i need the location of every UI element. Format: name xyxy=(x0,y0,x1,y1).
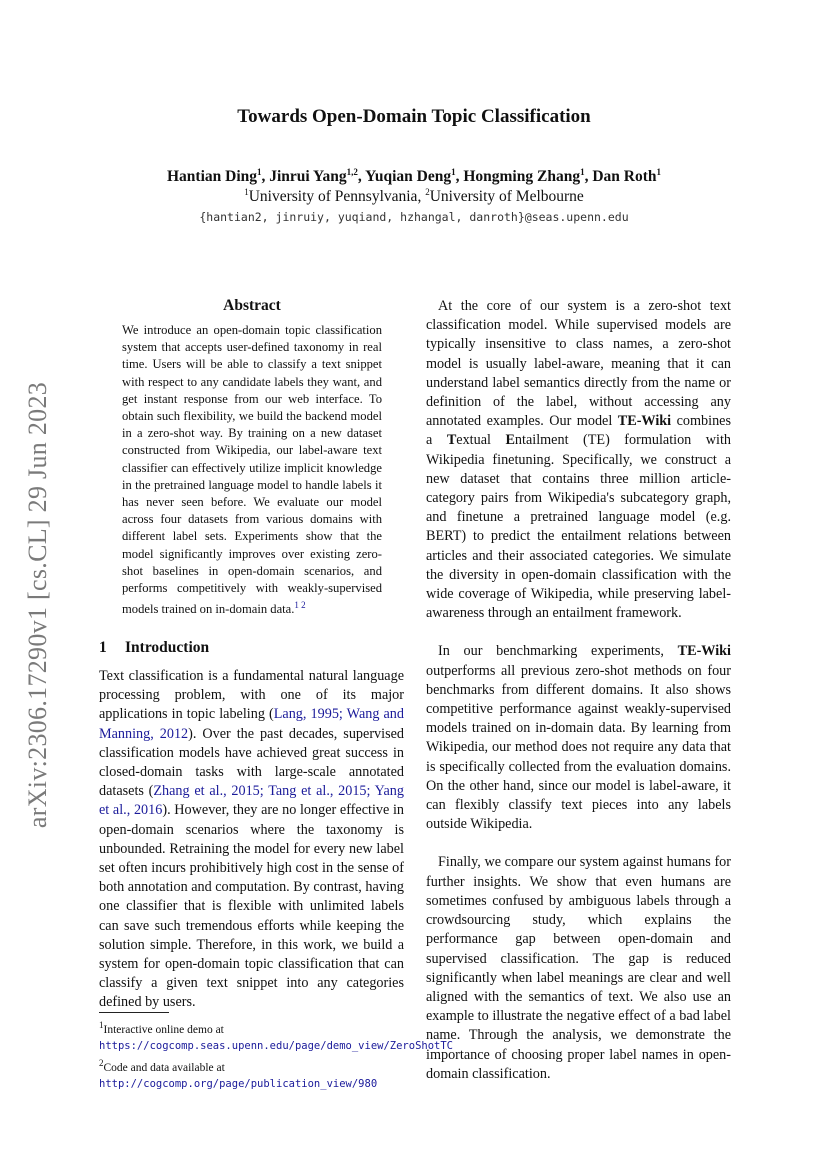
paragraph: In our benchmarking experiments, TE-Wiki outperforms all previous zero-shot methods on four benchmarks from different domains. It also shows competitive performance against weakly-supervised models trained on in-domain data. By learning from Wikipedia, our method does not require any data that is specifically collected from the evaluation domains. On the other hand, since our model is label-aware, it can flexibly classify text pieces into any labels outside Wikipedia. xyxy=(426,643,731,833)
right-column-body xyxy=(426,297,731,1103)
footnote: $^2$Code and data available at http://cogcomp.org/page/publication_view/980 xyxy=(99,1057,378,1090)
demo-url-link[interactable]: https://cogcomp.seas.upenn.edu/page/demo_view/ZeroShotTC xyxy=(99,1039,454,1052)
author: Yuqian Deng$^1$, xyxy=(365,167,464,186)
section-heading-introduction: 1 Introduction xyxy=(99,639,210,656)
introduction-body: Text classification is a fundamental natural language processing problem, with one of its major applications in topic labeling (Lang, 1995; Wang and Manning, 2012). Over the past decades, supervised classification models have achieved great success in closed-domain tasks with large-scale annotated datasets (Zhang et al., 2015; Tang et al., 2015; Yang et al., 2016). However, they are no longer effective in open-domain scenarios where the taxonomy is unbounded. Retraining the model for every new label set often incurs prohibitively high cost in the sense of both annotation and computation. By contrast, having one classifier that is flexible with unlimited labels can save such tremendous efforts while keeping the solution simple. Therefore, in this work, we build a system for open-domain topic classification that can classify a given text snippet into any categories defined by users. xyxy=(99,668,404,1011)
footnotes xyxy=(99,1017,454,1093)
arxiv-id: arXiv:2306.17290v1 [cs.CL] 29 Jun 2023 xyxy=(23,381,52,829)
code-url-link[interactable]: http://cogcomp.org/page/publication_view/980 xyxy=(99,1077,378,1090)
author-list xyxy=(0,167,828,186)
author: Dan Roth$^1$ xyxy=(592,167,661,186)
paragraph: At the core of our system is a zero-shot text classification model. While supervised models are typically insensitive to class names, a zero-shot model is usually label-aware, meaning that it can understand label semantics directly from the name or definition of the label, without accessing any annotated examples. Our model TE-Wiki combines a Textual Entailment (TE) formulation with Wikipedia finetuning. Specifically, we construct a new dataset that contains three million article-category pairs from Wikipedia's subcategory graph, and finetune a pretrained language model (e.g. BERT) to predict the entailment relations between articles and their associated categories. We simulate the diversity in open-domain classification with the wide coverage of Wikipedia, while preserving label-awareness through an entailment framework. xyxy=(426,298,731,622)
footnote: $^1$Interactive online demo at https://cogcomp.seas.upenn.edu/page/demo_view/ZeroShotTC xyxy=(99,1020,454,1052)
author-emails: {hantian2, jinruiy, yuqiand, hzhangal, danroth}@seas.upenn.edu xyxy=(199,210,629,224)
author: Hantian Ding$^1$, xyxy=(166,167,270,186)
author: Jinrui Yang$^{1,2}$, xyxy=(269,167,366,186)
citation-link[interactable]: Lang, 1995; Wang and Manning, 2012 xyxy=(99,706,404,742)
author: Hongming Zhang$^1$, xyxy=(463,167,593,186)
affiliations: $^1$University of Pennsylvania, $^2$University of Melbourne xyxy=(244,187,584,206)
citation-link[interactable]: Zhang et al., 2015; Tang et al., 2015; Yang et al., 2016 xyxy=(99,783,404,819)
paper-title: Towards Open-Domain Topic Classification xyxy=(237,106,591,127)
arxiv-sidebar-stamp xyxy=(14,360,62,850)
footnote-marks[interactable]: 1 2 xyxy=(294,600,306,611)
abstract-heading: Abstract xyxy=(223,297,281,314)
footnote-divider xyxy=(99,1012,169,1013)
abstract-body: We introduce an open-domain topic classification system that accepts user-defined taxonomy in real time. Users will be able to classify a text snippet with respect to any candidate labels they want, and get instant response from our web interface. To obtain such flexibility, we build the backend model in a zero-shot way. By training on a new dataset constructed from Wikipedia, our label-aware text classifier can effectively utilize implicit knowledge in the pretrained language model to handle labels it has never seen before. We evaluate our model across four datasets from various domains with different label sets. Experiments show that the model significantly improves over existing zero-shot baselines in open-domain scenarios, and performs competitively with weakly-supervised models trained on in-domain data.$^{1 2}$ xyxy=(122,323,382,617)
paragraph: Finally, we compare our system against humans for further insights. We show that even humans are sometimes confused by ambiguous labels through a crowdsourcing study, which explains the performance gap between open-domain and supervised classification. The gap is reduced significantly when label meanings are clear and well aligned with the semantics of text. We also use an example to illustrate the negative effect of a bad label name. Through the analysis, we demonstrate the importance of choosing proper label names in open-domain classification. xyxy=(426,854,731,1082)
